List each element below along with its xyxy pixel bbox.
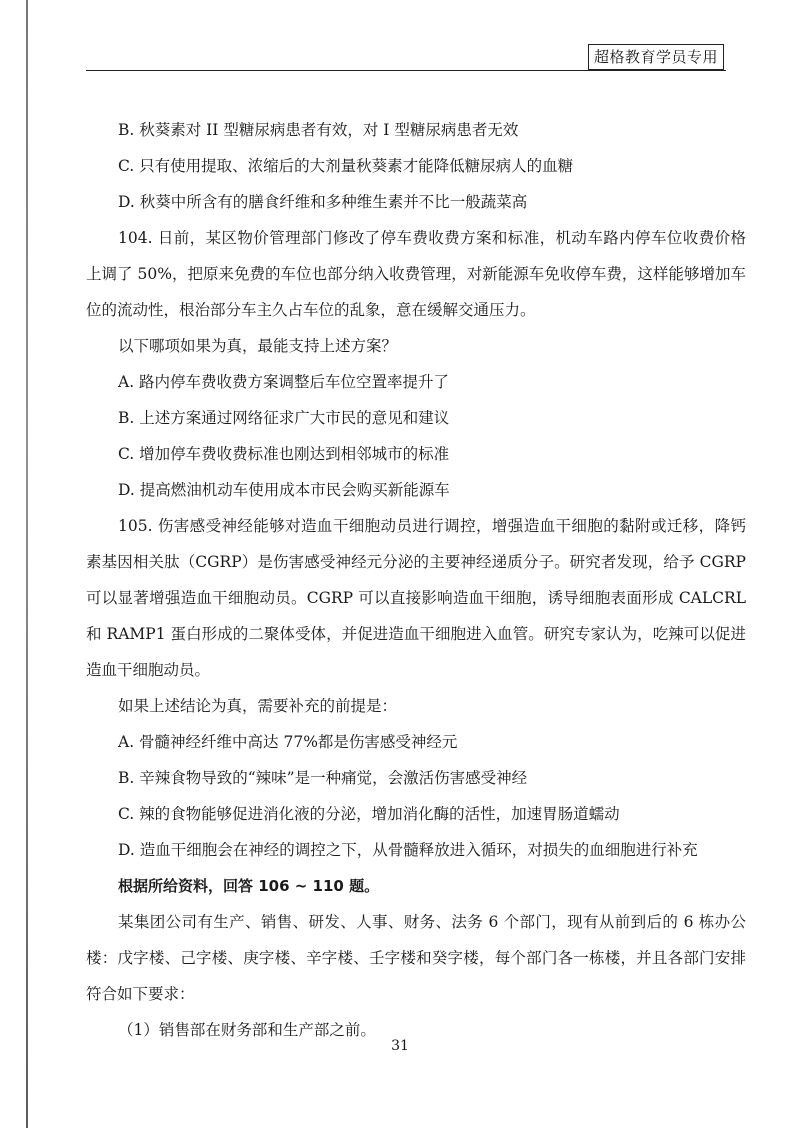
q104-option-d: D. 提高燃油机动车使用成本市民会购买新能源车	[118, 481, 450, 499]
q104-question: 以下哪项如果为真，最能支持上述方案？	[118, 337, 398, 355]
q104-option-c: C. 增加停车费收费标准也刚达到相邻城市的标准	[118, 445, 450, 463]
q105-stem: 105. 伤害感受神经能够对造血干细胞动员进行调控，增强造血干细胞的黏附或迁移，降钙素基因相关肽（CGRP）是伤害感受神经元分泌的主要神经递质分子。研究者发现，给予 CGRP 可以显著增强造血干细胞动员。CGRP 可以直接影响造血干细胞，诱导细胞表面形成 CALCRL 和 RAMP1 蛋白形成的二聚体受体，并促进造血干细胞进入血管。研究专家认为，吃辣可以促进造血干细胞动员。	[86, 517, 746, 679]
q104-option-a: A. 路内停车费收费方案调整后车位空置率提升了	[118, 373, 450, 391]
q103-option-b: B. 秋葵素对 II 型糖尿病患者有效，对 I 型糖尿病患者无效	[118, 121, 519, 139]
page-number: 31	[391, 1038, 409, 1054]
q105-option-c: C. 辣的食物能够促进消化液的分泌，增加消化酶的活性，加速胃肠道蠕动	[118, 805, 620, 823]
q105-option-d: D. 造血干细胞会在神经的调控之下，从骨髓释放进入循环，对损失的血细胞进行补充	[118, 841, 698, 859]
q104-stem: 104. 日前，某区物价管理部门修改了停车费收费方案和标准，机动车路内停车位收费价格上调了 50%，把原来免费的车位也部分纳入收费管理，对新能源车免收停车费，这样能够增加车位的流动性，根治部分车主久占车位的乱象，意在缓解交通压力。	[86, 229, 746, 319]
q104-option-b: B. 上述方案通过网络征求广大市民的意见和建议	[118, 409, 450, 427]
q103-option-c: C. 只有使用提取、浓缩后的大剂量秋葵素才能降低糖尿病人的血糖	[118, 157, 574, 175]
header-rule	[86, 70, 726, 71]
scan-edge-line	[26, 0, 28, 1128]
header-label: 超格教育学员专用	[588, 44, 724, 70]
section-intro: 某集团公司有生产、销售、研发、人事、财务、法务 6 个部门，现有从前到后的 6 栋办公楼：戊字楼、己字楼、庚字楼、辛字楼、壬字楼和癸字楼，每个部门各一栋楼，并且各部门安排符合如下要求：	[86, 913, 746, 1003]
q105-option-a: A. 骨髓神经纤维中高达 77%都是伤害感受神经元	[118, 733, 458, 751]
q103-option-d: D. 秋葵中所含有的膳食纤维和多种维生素并不比一般蔬菜高	[118, 193, 528, 211]
page-content	[86, 112, 746, 1048]
q105-option-b: B. 辛辣食物导致的“辣味”是一种痛觉，会激活伤害感受神经	[118, 769, 528, 787]
q105-question: 如果上述结论为真，需要补充的前提是：	[118, 697, 398, 715]
section-rule-1: （1）销售部在财务部和生产部之前。	[118, 1021, 376, 1039]
section-heading: 根据所给资料，回答 106 ~ 110 题。	[118, 877, 380, 895]
